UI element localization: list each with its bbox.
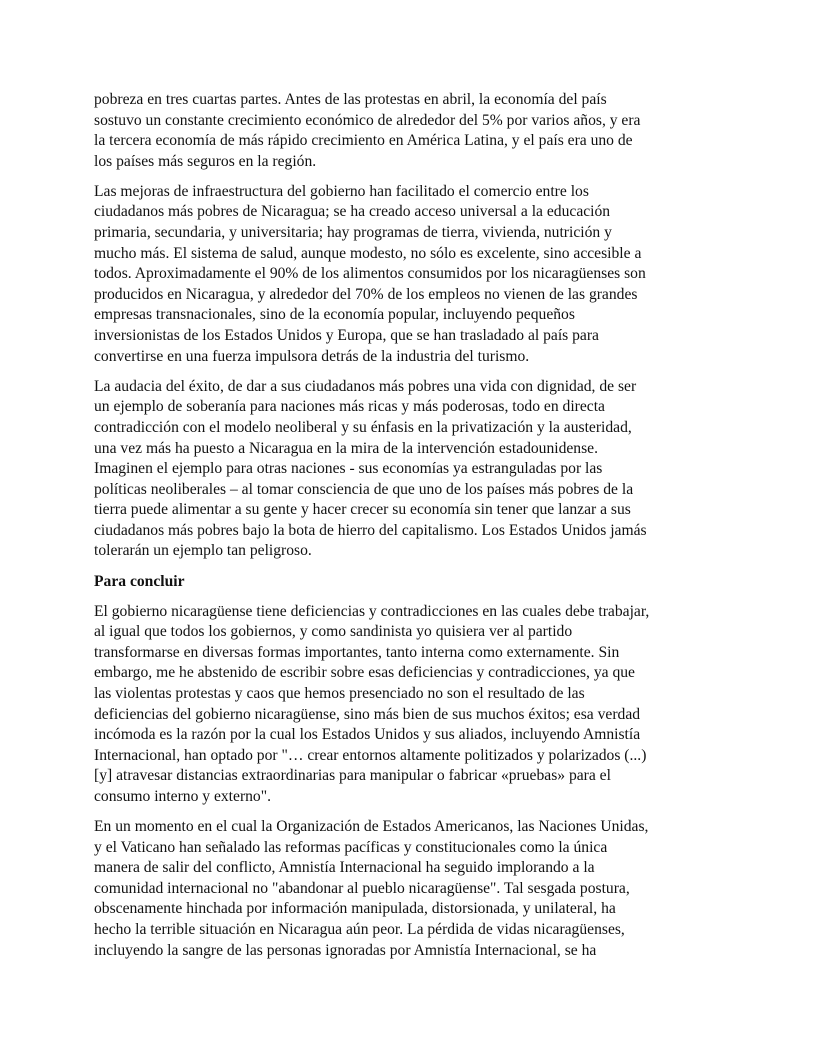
paragraph-audacity: La audacia del éxito, de dar a sus ciudadanos más pobres una vida con dignidad, de ser un ejemplo de soberanía para naciones más ricas y más poderosas, todo en directa contradicción con el modelo neoliberal y su énfasis en la privatización y la austeridad, una vez más ha puesto a Nicaragua en la mira de la intervención estadounidense. Imaginen el ejemplo para otras naciones - sus economías ya estranguladas por las políticas neoliberales – al tomar consciencia de que uno de los países más pobres de la tierra puede alimentar a su gente y hacer crecer su economía sin tener que lanzar a sus ciudadanos más pobres bajo la bota de hierro del capitalismo. Los Estados Unidos jamás tolerarán un ejemplo tan peligroso. (94, 377, 647, 560)
section-heading: Para concluir (94, 572, 185, 590)
paragraph-amnesty: En un momento en el cual la Organización de Estados Americanos, las Naciones Unidas, y el Vaticano han señalado las reformas pacíficas y constitucionales como la única manera de salir del conflicto, Amnistía Internacional ha seguido implorando a la comunidad internacional no "abandonar al pueblo nicaragüense". Tal sesgada postura, obscenamente hinchada por información manipulada, distorsionada, y unilateral, ha hecho la terrible situación en Nicaragua aún peor. La pérdida de vidas nicaragüenses, incluyendo la sangre de las personas ignoradas por Amnistía Internacional, se ha (94, 818, 649, 959)
paragraph-economy: pobreza en tres cuartas partes. Antes de las protestas en abril, la economía del país sostuvo un constante crecimiento económico de alrededor del 5% por varios años, y era la tercera economía de más rápido crecimiento en América Latina, y el país era uno de los países más seguros en la región. (94, 91, 641, 170)
document-page (94, 90, 684, 971)
paragraph-infrastructure: Las mejoras de infraestructura del gobierno han facilitado el comercio entre los ciudadanos más pobres de Nicaragua; se ha creado acceso universal a la educación primaria, secundaria, y universitaria; hay programas de tierra, vivienda, nutrición y mucho más. El sistema de salud, aunque modesto, no sólo es excelente, sino accesible a todos. Aproximadamente el 90% de los alimentos consumidos por los nicaragüenses son producidos en Nicaragua, y alrededor del 70% de los empleos no vienen de las grandes empresas transnacionales, sino de la economía popular, incluyendo pequeños inversionistas de los Estados Unidos y Europa, que se han trasladado al país para convertirse en una fuerza impulsora detrás de la industria del turismo. (94, 182, 646, 365)
paragraph-conclusion: El gobierno nicaragüense tiene deficiencias y contradicciones en las cuales debe trabajar, al igual que todos los gobiernos, y como sandinista yo quisiera ver al partido transformarse en diversas formas importantes, tanto interna como externamente. Sin embargo, me he abstenido de escribir sobre esas deficiencias y contradicciones, ya que las violentas protestas y caos que hemos presenciado no son el resultado de las deficiencias del gobierno nicaragüense, sino más bien de sus muchos éxitos; esa verdad incómoda es la razón por la cual los Estados Unidos y sus aliados, incluyendo Amnistía Internacional, han optado por "… crear entornos altamente politizados y polarizados (...) [y] atravesar distancias extraordinarias para manipular o fabricar «pruebas» para el consumo interno y externo". (94, 602, 650, 805)
